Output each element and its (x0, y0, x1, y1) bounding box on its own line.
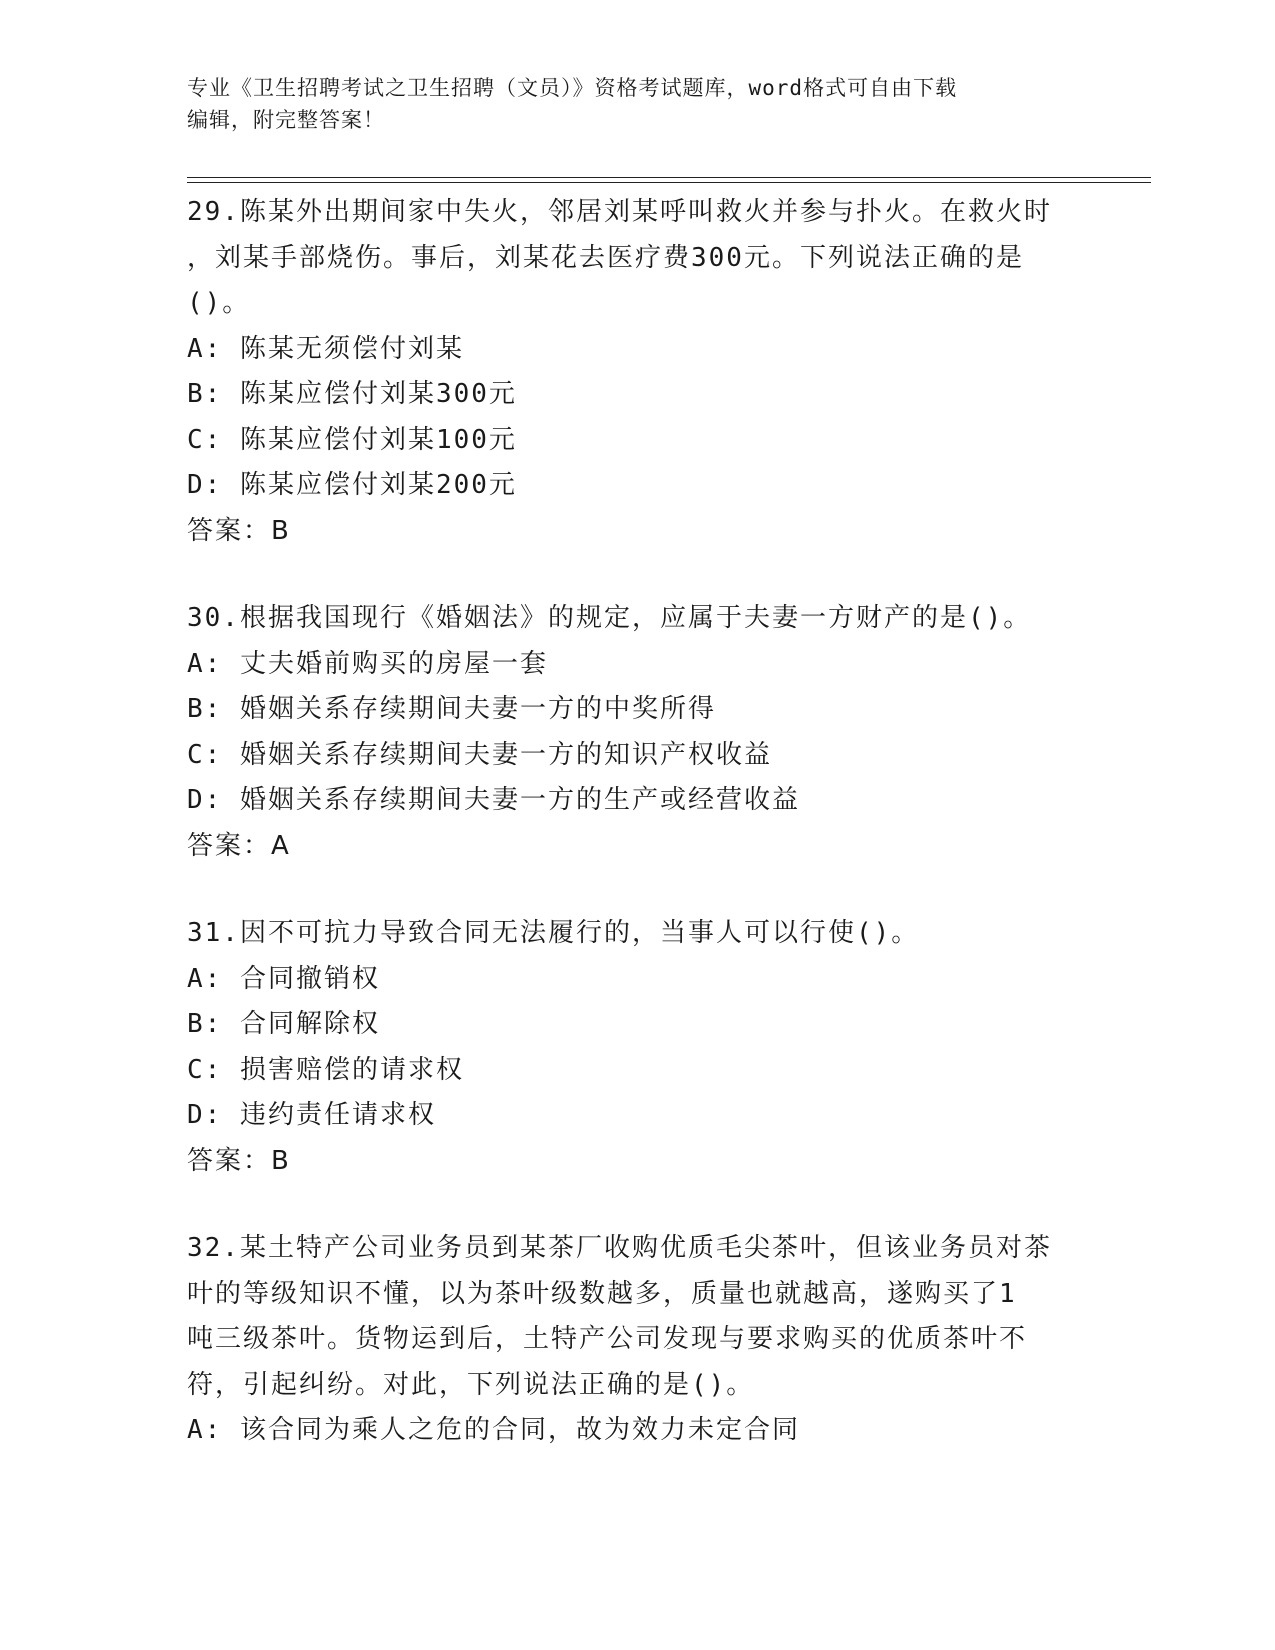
question-text: ，刘某手部烧伤。事后，刘某花去医疗费300元。下列说法正确的是 (187, 242, 1024, 273)
header-line: 专业《卫生招聘考试之卫生招聘（文员）》资格考试题库，word格式可自由下载 (187, 76, 958, 100)
option-a: A: 合同撤销权 (187, 963, 380, 994)
question-31 (187, 911, 1087, 1184)
option-b: B: 婚姻关系存续期间夫妻一方的中奖所得 (187, 694, 716, 724)
option-b: B: 合同解除权 (187, 1009, 380, 1039)
option-a: A: 该合同为乘人之危的合同，故为效力未定合同 (187, 1415, 800, 1445)
option-a: A: 陈某无须偿付刘某 (187, 333, 464, 364)
option-b: B: 陈某应偿付刘某300元 (187, 379, 517, 409)
option-c: C: 损害赔偿的请求权 (187, 1054, 464, 1085)
document-header (187, 72, 1087, 136)
question-29 (187, 190, 1087, 554)
question-text: 符，引起纠纷。对此，下列说法正确的是()。 (187, 1369, 755, 1400)
header-line: 编辑，附完整答案！ (187, 108, 385, 132)
option-c: C: 婚姻关系存续期间夫妻一方的知识产权收益 (187, 739, 772, 770)
question-text: 31.因不可抗力导致合同无法履行的，当事人可以行使()。 (187, 918, 920, 948)
answer-line: 答案：B (187, 515, 291, 546)
question-text: 30.根据我国现行《婚姻法》的规定，应属于夫妻一方财产的是()。 (187, 603, 1032, 633)
question-text: 吨三级茶叶。货物运到后，土特产公司发现与要求购买的优质茶叶不 (187, 1324, 1028, 1354)
option-a: A: 丈夫婚前购买的房屋一套 (187, 648, 548, 679)
question-text: 29.陈某外出期间家中失火，邻居刘某呼叫救火并参与扑火。在救火时 (187, 197, 1052, 227)
header-divider (187, 177, 1151, 178)
question-32 (187, 1226, 1087, 1454)
option-d: D: 婚姻关系存续期间夫妻一方的生产或经营收益 (187, 785, 800, 815)
answer-line: 答案：A (187, 830, 291, 861)
option-c: C: 陈某应偿付刘某100元 (187, 424, 517, 455)
question-text: 叶的等级知识不懂，以为茶叶级数越多，质量也就越高，遂购买了1 (187, 1278, 1017, 1309)
question-list (187, 190, 1087, 1454)
header-divider (187, 182, 1151, 183)
option-d: D: 违约责任请求权 (187, 1100, 436, 1130)
answer-line: 答案：B (187, 1145, 291, 1176)
option-d: D: 陈某应偿付刘某200元 (187, 470, 517, 500)
question-text: 32.某土特产公司业务员到某茶厂收购优质毛尖茶叶，但该业务员对茶 (187, 1233, 1052, 1263)
question-text: ()。 (187, 288, 251, 318)
question-30 (187, 596, 1087, 869)
